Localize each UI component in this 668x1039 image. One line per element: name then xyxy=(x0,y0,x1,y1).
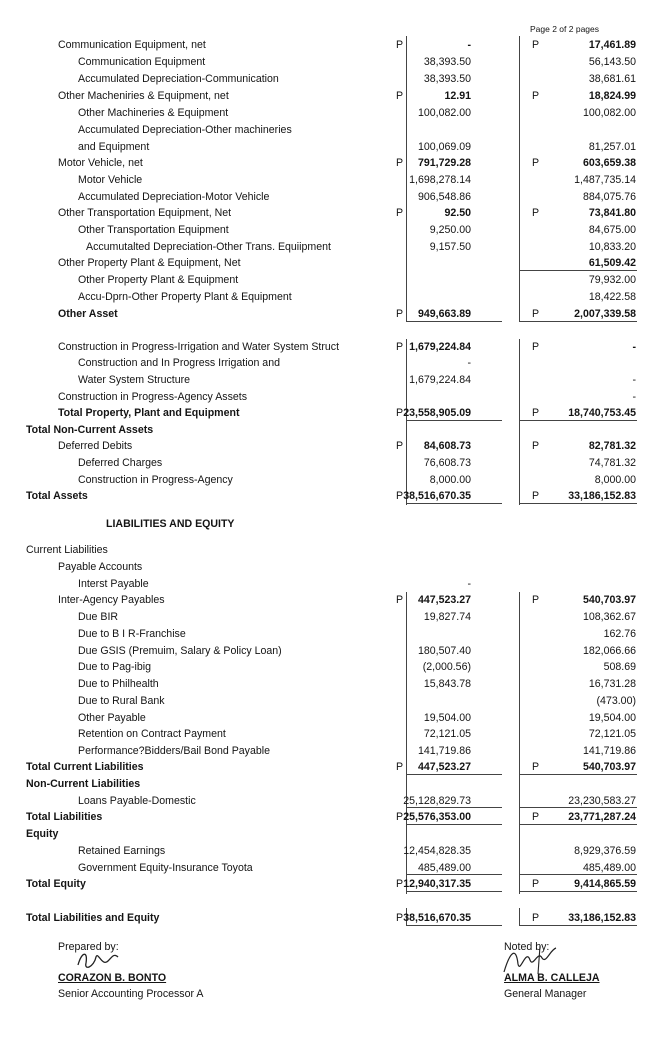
row-label: Non-Current Liabilities xyxy=(26,778,141,790)
peso-sign-prior: P xyxy=(532,490,540,502)
peso-sign-current: P xyxy=(396,207,404,219)
peso-sign-prior: P xyxy=(532,407,540,419)
row-label: Accu-Dprn-Other Property Plant & Equipment xyxy=(78,291,292,303)
statement-row xyxy=(0,693,668,710)
peso-sign-prior: P xyxy=(532,912,540,924)
amount-current-year: 38,516,670.35 xyxy=(403,490,471,502)
row-label: Total Property, Plant and Equipment xyxy=(58,407,240,419)
amount-current-year: (2,000.56) xyxy=(422,661,471,673)
row-label: Other Asset xyxy=(58,308,118,320)
row-label: Construction in Progress-Agency Assets xyxy=(58,391,248,403)
statement-row xyxy=(0,272,668,289)
amount-current-year: 447,523.27 xyxy=(417,761,471,773)
statement-row xyxy=(0,542,668,559)
amount-current-year: 76,608.73 xyxy=(423,457,471,469)
prepared-by-label: Prepared by: xyxy=(58,941,119,953)
statement-row xyxy=(0,405,668,422)
statement-row xyxy=(0,155,668,172)
amount-prior-year: 108,362.67 xyxy=(582,611,636,623)
row-label: Other Payable xyxy=(78,712,146,724)
row-label: Current Liabilities xyxy=(26,544,108,556)
statement-row xyxy=(0,122,668,139)
statement-row xyxy=(0,576,668,593)
row-label: Retained Earnings xyxy=(78,845,166,857)
statement-row xyxy=(0,676,668,693)
row-label: Due to B I R-Franchise xyxy=(78,628,186,640)
row-label: Accumulated Depreciation-Motor Vehicle xyxy=(78,191,270,203)
row-label: Other Property Plant & Equipment xyxy=(78,274,239,286)
row-label: Performance?Bidders/Bail Bond Payable xyxy=(78,745,270,757)
row-label: Inter-Agency Payables xyxy=(58,594,165,606)
amount-current-year: 92.50 xyxy=(444,207,471,219)
amount-prior-year: 141,719.86 xyxy=(582,745,636,757)
amount-prior-year: 82,781.32 xyxy=(588,440,636,452)
statement-row xyxy=(0,472,668,489)
amount-prior-year: 540,703.97 xyxy=(582,761,636,773)
peso-sign-current: P xyxy=(396,811,404,823)
page-number: Page 2 of 2 pages xyxy=(530,24,600,34)
statement-row xyxy=(0,205,668,222)
amount-prior-year: 2,007,339.58 xyxy=(574,308,636,320)
peso-sign-prior: P xyxy=(532,341,540,353)
statement-row xyxy=(0,488,668,505)
peso-sign-current: P xyxy=(396,878,404,890)
row-label: Construction and In Progress Irrigation and xyxy=(78,357,280,369)
amount-prior-year: 18,422.58 xyxy=(588,291,636,303)
amount-prior-year: 540,703.97 xyxy=(582,594,636,606)
amount-current-year: 100,069.09 xyxy=(417,141,471,153)
amount-current-year: 72,121.05 xyxy=(423,728,471,740)
row-label: Accumutalted Depreciation-Other Trans. Equiipment xyxy=(86,241,331,253)
row-label: Retention on Contract Payment xyxy=(78,728,226,740)
amount-prior-year: - xyxy=(632,374,636,386)
peso-sign-prior: P xyxy=(532,878,540,890)
amount-current-year: 141,719.86 xyxy=(417,745,471,757)
statement-row xyxy=(0,609,668,626)
statement-row xyxy=(0,37,668,54)
statement-row xyxy=(0,222,668,239)
peso-sign-prior: P xyxy=(532,594,540,606)
statement-row xyxy=(0,139,668,156)
statement-row xyxy=(0,239,668,256)
amount-prior-year: 33,186,152.83 xyxy=(568,912,636,924)
statement-row xyxy=(0,255,668,272)
amount-current-year: 38,516,670.35 xyxy=(403,912,471,924)
amount-current-year: - xyxy=(467,578,471,590)
amount-current-year: 949,663.89 xyxy=(417,308,471,320)
row-label: Other Transportation Equipment, Net xyxy=(58,207,232,219)
peso-sign-current: P xyxy=(396,912,404,924)
prepared-by-title: Senior Accounting Processor A xyxy=(58,988,204,1000)
amount-current-year: 25,576,353.00 xyxy=(403,811,471,823)
amount-prior-year: 18,824.99 xyxy=(588,90,636,102)
amount-prior-year: 884,075.76 xyxy=(582,191,636,203)
amount-prior-year: 8,929,376.59 xyxy=(574,845,636,857)
statement-row xyxy=(0,54,668,71)
peso-sign-prior: P xyxy=(532,207,540,219)
row-label: Total Liabilities and Equity xyxy=(26,912,160,924)
amount-current-year: 485,489.00 xyxy=(417,862,471,874)
statement-row xyxy=(0,189,668,206)
amount-current-year: 791,729.28 xyxy=(417,157,471,169)
amount-current-year: 84,608.73 xyxy=(423,440,471,452)
peso-sign-current: P xyxy=(396,341,404,353)
peso-sign-current: P xyxy=(396,407,404,419)
statement-row xyxy=(0,626,668,643)
amount-current-year: 38,393.50 xyxy=(423,73,471,85)
amount-prior-year: 73,841.80 xyxy=(588,207,636,219)
noted-by-name: ALMA B. CALLEJA xyxy=(504,972,600,984)
peso-sign-current: P xyxy=(396,157,404,169)
amount-current-year: 23,558,905.09 xyxy=(403,407,471,419)
amount-prior-year: 61,509.42 xyxy=(588,257,636,269)
amount-prior-year: 23,230,583.27 xyxy=(568,795,636,807)
row-label: Deferred Charges xyxy=(78,457,163,469)
amount-prior-year: 182,066.66 xyxy=(582,645,636,657)
amount-prior-year: 79,932.00 xyxy=(588,274,636,286)
row-label: Interst Payable xyxy=(78,578,149,590)
row-label: Government Equity-Insurance Toyota xyxy=(78,862,253,874)
row-label: Total Non-Current Assets xyxy=(26,424,154,436)
statement-row xyxy=(0,339,668,356)
amount-prior-year: 10,833.20 xyxy=(588,241,636,253)
statement-row xyxy=(0,643,668,660)
row-label: Due to Pag-ibig xyxy=(78,661,152,673)
statement-row xyxy=(0,860,668,877)
statement-row xyxy=(0,809,668,826)
peso-sign-current: P xyxy=(396,440,404,452)
row-label: Deferred Debits xyxy=(58,440,133,452)
statement-row xyxy=(0,438,668,455)
row-label: Due GSIS (Premuim, Salary & Policy Loan) xyxy=(78,645,282,657)
peso-sign-prior: P xyxy=(532,308,540,320)
amount-current-year: 19,504.00 xyxy=(423,712,471,724)
row-label: Total Assets xyxy=(26,490,88,502)
row-label: Accumulated Depreciation-Communication xyxy=(78,73,279,85)
statement-row xyxy=(0,455,668,472)
peso-sign-current: P xyxy=(396,761,404,773)
prepared-signature xyxy=(74,947,124,973)
statement-row xyxy=(0,592,668,609)
statement-row xyxy=(0,876,668,893)
amount-prior-year: 162.76 xyxy=(603,628,636,640)
row-label: and Equipment xyxy=(78,141,150,153)
amount-current-year: 447,523.27 xyxy=(417,594,471,606)
amount-current-year: 100,082.00 xyxy=(417,107,471,119)
amount-current-year: 9,157.50 xyxy=(429,241,471,253)
amount-current-year: 38,393.50 xyxy=(423,56,471,68)
statement-row xyxy=(0,710,668,727)
row-label: Communication Equipment xyxy=(78,56,206,68)
row-label: Other Macheniries & Equipment, net xyxy=(58,90,229,102)
row-label: Construction in Progress-Irrigation and Water System Struct xyxy=(58,341,340,353)
row-label: Payable Accounts xyxy=(58,561,143,573)
peso-sign-current: P xyxy=(396,594,404,606)
row-label: Other Machineries & Equipment xyxy=(78,107,229,119)
statement-row xyxy=(0,559,668,576)
amount-prior-year: 17,461.89 xyxy=(588,39,636,51)
statement-row xyxy=(0,88,668,105)
amount-prior-year: 16,731.28 xyxy=(588,678,636,690)
row-label: Total Current Liabilities xyxy=(26,761,144,773)
row-label: Total Equity xyxy=(26,878,86,890)
statement-row xyxy=(0,659,668,676)
row-label: Other Transportation Equipment xyxy=(78,224,229,236)
statement-row xyxy=(0,355,668,372)
row-label: Motor Vehicle xyxy=(78,174,143,186)
peso-sign-prior: P xyxy=(532,39,540,51)
peso-sign-prior: P xyxy=(532,90,540,102)
peso-sign-current: P xyxy=(396,308,404,320)
row-label: Equity xyxy=(26,828,59,840)
amount-current-year: - xyxy=(467,357,471,369)
noted-by-label: Noted by: xyxy=(504,941,550,953)
amount-current-year: 12.91 xyxy=(444,90,471,102)
statement-row xyxy=(0,105,668,122)
row-label: Motor Vehicle, net xyxy=(58,157,143,169)
amount-prior-year: 38,681.61 xyxy=(588,73,636,85)
peso-sign-current: P xyxy=(396,39,404,51)
amount-current-year: 12,454,828.35 xyxy=(403,845,471,857)
amount-current-year: 8,000.00 xyxy=(429,474,471,486)
row-label: Water System Structure xyxy=(78,374,191,386)
noted-by-title: General Manager xyxy=(504,988,587,1000)
statement-row xyxy=(0,743,668,760)
amount-prior-year: 100,082.00 xyxy=(582,107,636,119)
statement-row xyxy=(0,910,668,927)
statement-row xyxy=(0,372,668,389)
prepared-by-name: CORAZON B. BONTO xyxy=(58,972,167,984)
amount-prior-year: 56,143.50 xyxy=(588,56,636,68)
row-label: Total Liabilities xyxy=(26,811,103,823)
amount-prior-year: 81,257.01 xyxy=(588,141,636,153)
peso-sign-current: P xyxy=(396,90,404,102)
row-label: Construction in Progress-Agency xyxy=(78,474,233,486)
statement-row xyxy=(0,826,668,843)
row-label: Loans Payable-Domestic xyxy=(78,795,196,807)
amount-current-year: 15,843.78 xyxy=(423,678,471,690)
amount-current-year: 1,679,224.84 xyxy=(409,341,471,353)
amount-prior-year: 72,121.05 xyxy=(588,728,636,740)
amount-prior-year: 508.69 xyxy=(603,661,636,673)
amount-current-year: 1,679,224.84 xyxy=(409,374,471,386)
row-label: Communication Equipment, net xyxy=(58,39,206,51)
amount-prior-year: 18,740,753.45 xyxy=(568,407,636,419)
statement-row xyxy=(0,71,668,88)
amount-prior-year: (473.00) xyxy=(596,695,636,707)
section-heading: LIABILITIES AND EQUITY xyxy=(106,518,235,530)
amount-current-year: 19,827.74 xyxy=(423,611,471,623)
amount-prior-year: - xyxy=(632,341,636,353)
amount-prior-year: 74,781.32 xyxy=(588,457,636,469)
amount-current-year: 180,507.40 xyxy=(417,645,471,657)
peso-sign-prior: P xyxy=(532,811,540,823)
row-label: Accumulated Depreciation-Other machineries xyxy=(78,124,292,136)
amount-prior-year: 8,000.00 xyxy=(594,474,636,486)
amount-prior-year: 19,504.00 xyxy=(588,712,636,724)
amount-prior-year: 603,659.38 xyxy=(582,157,636,169)
amount-prior-year: 9,414,865.59 xyxy=(574,878,636,890)
amount-current-year: 12,940,317.35 xyxy=(403,878,471,890)
statement-row xyxy=(0,289,668,306)
amount-prior-year: 33,186,152.83 xyxy=(568,490,636,502)
amount-current-year: 9,250.00 xyxy=(429,224,471,236)
peso-sign-prior: P xyxy=(532,157,540,169)
peso-sign-prior: P xyxy=(532,761,540,773)
statement-row xyxy=(0,759,668,776)
statement-row xyxy=(0,172,668,189)
amount-current-year: 1,698,278.14 xyxy=(409,174,471,186)
noted-signature xyxy=(500,942,560,976)
row-label: Due BIR xyxy=(78,611,119,623)
statement-row xyxy=(0,793,668,810)
row-label: Due to Rural Bank xyxy=(78,695,165,707)
peso-sign-prior: P xyxy=(532,440,540,452)
amount-prior-year: 485,489.00 xyxy=(582,862,636,874)
amount-current-year: 25,128,829.73 xyxy=(403,795,471,807)
row-label: Other Property Plant & Equipment, Net xyxy=(58,257,241,269)
statement-row xyxy=(0,776,668,793)
amount-prior-year: 1,487,735.14 xyxy=(574,174,636,186)
amount-current-year: - xyxy=(467,39,471,51)
statement-row xyxy=(0,422,668,439)
statement-row xyxy=(0,726,668,743)
row-label: Due to Philhealth xyxy=(78,678,159,690)
peso-sign-current: P xyxy=(396,490,404,502)
statement-row xyxy=(0,843,668,860)
statement-row xyxy=(0,389,668,406)
statement-row xyxy=(0,306,668,323)
amount-prior-year: 84,675.00 xyxy=(588,224,636,236)
amount-prior-year: - xyxy=(632,391,636,403)
amount-prior-year: 23,771,287.24 xyxy=(568,811,636,823)
amount-current-year: 906,548.86 xyxy=(417,191,471,203)
